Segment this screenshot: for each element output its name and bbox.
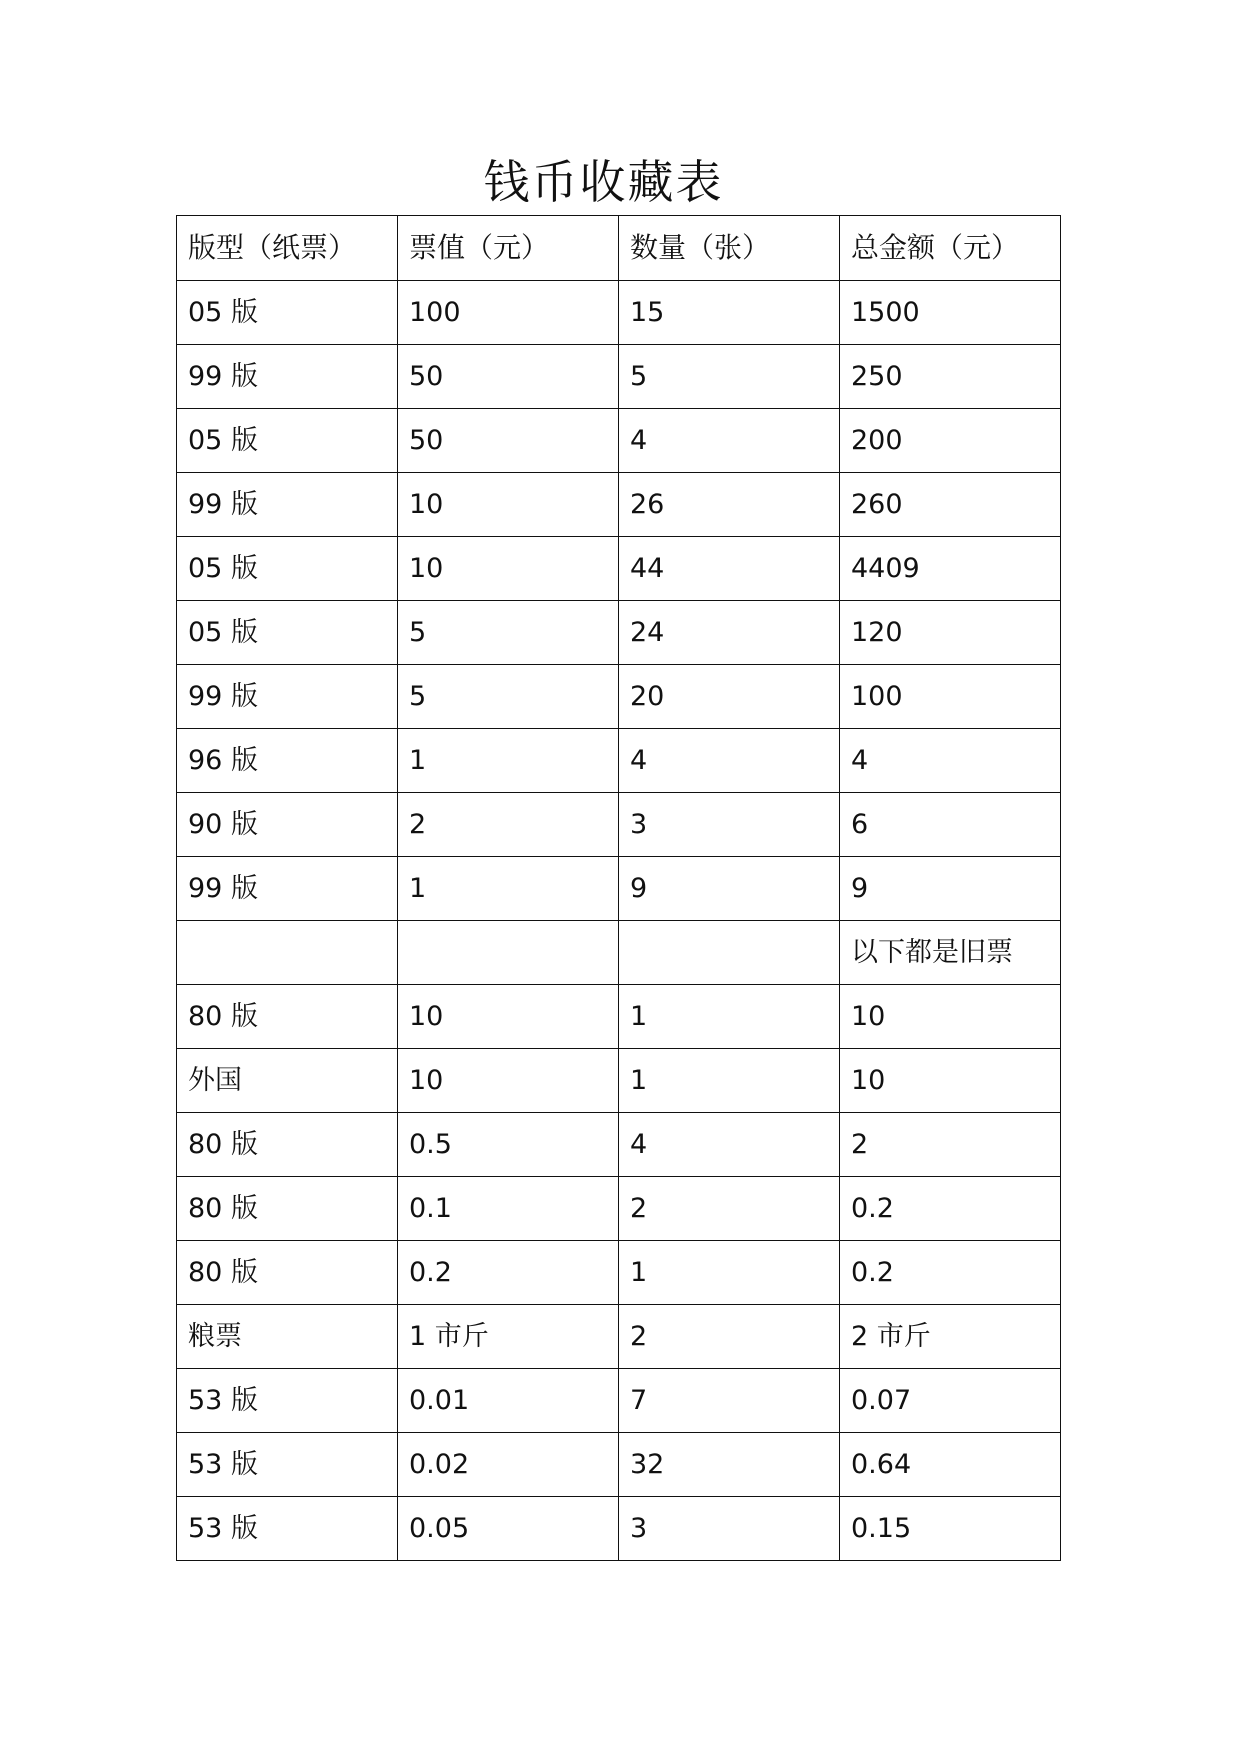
cell-type: 99 版	[177, 345, 398, 409]
cell-face-value: 5	[398, 601, 619, 665]
cell-quantity: 3	[619, 1497, 840, 1561]
table-row	[177, 857, 1061, 921]
cell-type: 99 版	[177, 857, 398, 921]
cell-quantity: 7	[619, 1369, 840, 1433]
cell-total: 以下都是旧票	[840, 921, 1061, 985]
cell-quantity: 24	[619, 601, 840, 665]
table-row	[177, 1113, 1061, 1177]
cell-type: 外国	[177, 1049, 398, 1113]
cell-type: 80 版	[177, 1113, 398, 1177]
cell-type: 99 版	[177, 665, 398, 729]
table-row	[177, 1049, 1061, 1113]
cell-type: 53 版	[177, 1497, 398, 1561]
header-cell-type: 版型（纸票）	[177, 216, 398, 281]
cell-total: 0.2	[840, 1241, 1061, 1305]
cell-quantity: 4	[619, 729, 840, 793]
cell-total: 2	[840, 1113, 1061, 1177]
cell-quantity: 32	[619, 1433, 840, 1497]
cell-quantity: 1	[619, 985, 840, 1049]
table-row	[177, 601, 1061, 665]
cell-face-value: 50	[398, 345, 619, 409]
cell-type: 96 版	[177, 729, 398, 793]
collection-table	[176, 215, 1061, 1561]
cell-total: 6	[840, 793, 1061, 857]
cell-total: 120	[840, 601, 1061, 665]
cell-total: 4409	[840, 537, 1061, 601]
cell-total: 0.2	[840, 1177, 1061, 1241]
table-row	[177, 281, 1061, 345]
cell-total: 9	[840, 857, 1061, 921]
cell-face-value: 0.5	[398, 1113, 619, 1177]
cell-type: 粮票	[177, 1305, 398, 1369]
table-row	[177, 409, 1061, 473]
cell-type: 05 版	[177, 537, 398, 601]
cell-face-value	[398, 921, 619, 985]
cell-quantity: 1	[619, 1049, 840, 1113]
cell-face-value: 5	[398, 665, 619, 729]
cell-quantity	[619, 921, 840, 985]
header-cell-quantity: 数量（张）	[619, 216, 840, 281]
cell-quantity: 5	[619, 345, 840, 409]
cell-total: 10	[840, 985, 1061, 1049]
cell-quantity: 1	[619, 1241, 840, 1305]
cell-type: 05 版	[177, 601, 398, 665]
table-row	[177, 793, 1061, 857]
table-row	[177, 1177, 1061, 1241]
cell-face-value: 0.2	[398, 1241, 619, 1305]
table-body	[177, 216, 1061, 1561]
cell-type: 53 版	[177, 1433, 398, 1497]
cell-quantity: 4	[619, 1113, 840, 1177]
cell-quantity: 20	[619, 665, 840, 729]
table-row	[177, 1241, 1061, 1305]
cell-quantity: 3	[619, 793, 840, 857]
cell-quantity: 9	[619, 857, 840, 921]
cell-type: 80 版	[177, 1177, 398, 1241]
cell-type: 99 版	[177, 473, 398, 537]
table-row	[177, 729, 1061, 793]
cell-total: 100	[840, 665, 1061, 729]
table-row	[177, 1433, 1061, 1497]
cell-face-value: 1 市斤	[398, 1305, 619, 1369]
cell-total: 260	[840, 473, 1061, 537]
table-row	[177, 345, 1061, 409]
cell-type: 05 版	[177, 281, 398, 345]
cell-face-value: 10	[398, 473, 619, 537]
cell-quantity: 2	[619, 1305, 840, 1369]
cell-face-value: 0.1	[398, 1177, 619, 1241]
header-cell-face-value: 票值（元）	[398, 216, 619, 281]
cell-face-value: 100	[398, 281, 619, 345]
cell-quantity: 15	[619, 281, 840, 345]
table-row	[177, 537, 1061, 601]
table-row	[177, 473, 1061, 537]
cell-total: 10	[840, 1049, 1061, 1113]
cell-total: 2 市斤	[840, 1305, 1061, 1369]
cell-total: 4	[840, 729, 1061, 793]
cell-face-value: 1	[398, 857, 619, 921]
cell-face-value: 0.05	[398, 1497, 619, 1561]
cell-face-value: 10	[398, 1049, 619, 1113]
cell-type	[177, 921, 398, 985]
cell-face-value: 0.02	[398, 1433, 619, 1497]
table-row	[177, 1497, 1061, 1561]
cell-face-value: 1	[398, 729, 619, 793]
table-row	[177, 1369, 1061, 1433]
cell-type: 90 版	[177, 793, 398, 857]
table-header-row	[177, 216, 1061, 281]
cell-quantity: 44	[619, 537, 840, 601]
cell-face-value: 50	[398, 409, 619, 473]
cell-total: 0.64	[840, 1433, 1061, 1497]
cell-quantity: 2	[619, 1177, 840, 1241]
table-row	[177, 665, 1061, 729]
cell-quantity: 4	[619, 409, 840, 473]
cell-face-value: 0.01	[398, 1369, 619, 1433]
page-title: 钱币收藏表	[483, 155, 724, 209]
table-row	[177, 921, 1061, 985]
cell-total: 200	[840, 409, 1061, 473]
cell-type: 80 版	[177, 985, 398, 1049]
cell-type: 53 版	[177, 1369, 398, 1433]
cell-total: 1500	[840, 281, 1061, 345]
cell-face-value: 2	[398, 793, 619, 857]
cell-quantity: 26	[619, 473, 840, 537]
header-cell-total: 总金额（元）	[840, 216, 1061, 281]
cell-total: 0.07	[840, 1369, 1061, 1433]
table-row	[177, 985, 1061, 1049]
cell-total: 250	[840, 345, 1061, 409]
cell-total: 0.15	[840, 1497, 1061, 1561]
cell-type: 05 版	[177, 409, 398, 473]
cell-face-value: 10	[398, 537, 619, 601]
cell-face-value: 10	[398, 985, 619, 1049]
cell-type: 80 版	[177, 1241, 398, 1305]
table-row	[177, 1305, 1061, 1369]
